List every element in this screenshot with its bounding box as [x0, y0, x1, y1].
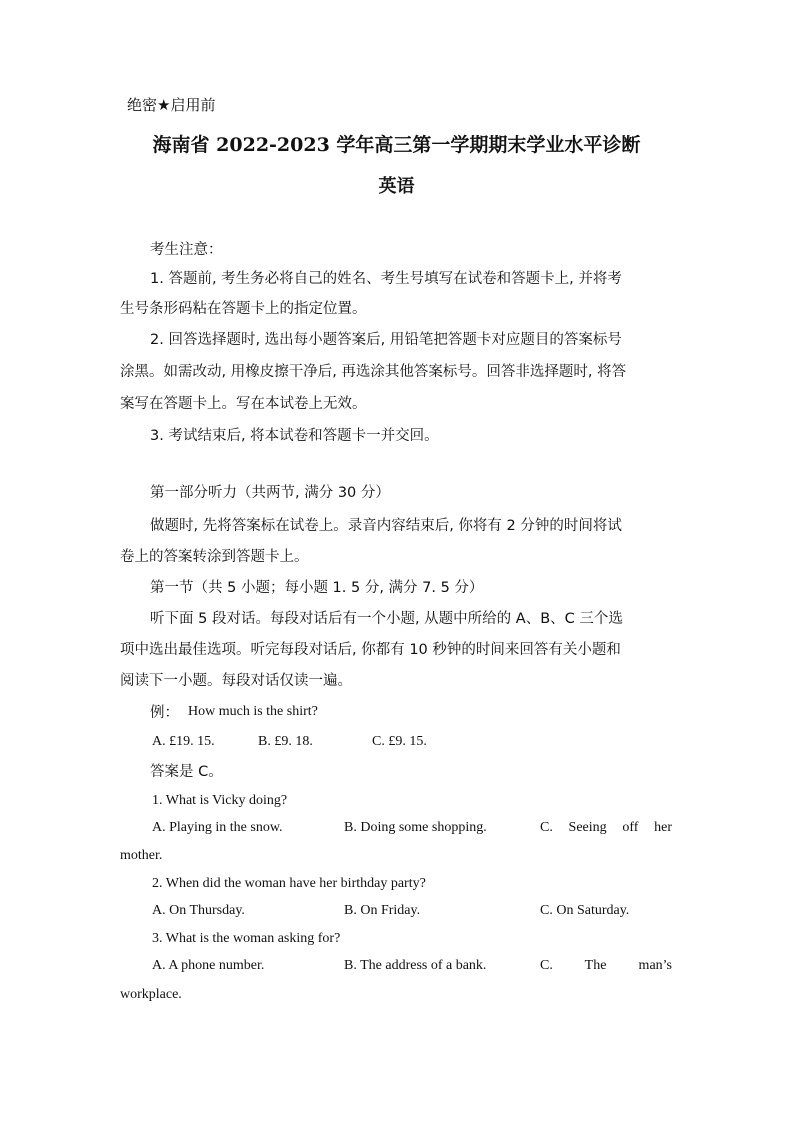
question-1-option-b: B. Doing some shopping. [344, 820, 487, 835]
notice-item-3: 3. 考试结束后, 将本试卷和答题卡一并交回。 [150, 428, 439, 444]
notice-item-2-line-2: 涂黑。如需改动, 用橡皮擦干净后, 再选涂其他答案标号。回答非选择题时, 将答 [120, 364, 627, 380]
question-1-option-c: C. Seeing off her [540, 820, 672, 835]
subject-title: 英语 [378, 176, 415, 197]
exam-title: 海南省 2022-2023 学年高三第一学期期末学业水平诊断 [152, 134, 641, 156]
example-option-c: C. £9. 15. [372, 734, 427, 749]
question-3-option-a: A. A phone number. [152, 958, 265, 973]
question-2-option-b: B. On Friday. [344, 903, 421, 918]
question-1-option-a: A. Playing in the snow. [152, 820, 283, 835]
question-1-option-c-continued: mother. [120, 848, 163, 863]
example-option-a: A. £19. 15. [152, 734, 215, 749]
question-3: 3. What is the woman asking for? [152, 931, 341, 946]
notice-heading: 考生注意： [150, 242, 223, 258]
question-3-option-b: B. The address of a bank. [344, 958, 487, 973]
question-2-option-a: A. On Thursday. [152, 903, 245, 918]
example-option-b: B. £9. 18. [258, 734, 313, 749]
section1-line-3: 阅读下一小题。每段对话仅读一遍。 [120, 673, 352, 689]
question-2-option-c: C. On Saturday. [540, 903, 630, 918]
section1-line-2: 项中选出最佳选项。听完每段对话后, 你都有 10 秒钟的时间来回答有关小题和 [120, 642, 621, 658]
question-1: 1. What is Vicky doing? [152, 793, 288, 808]
notice-item-2-line-3: 案写在答题卡上。写在本试卷上无效。 [120, 396, 367, 412]
question-3-option-c-continued: workplace. [120, 987, 182, 1002]
question-2: 2. When did the woman have her birthday party? [152, 876, 426, 891]
notice-item-1-line-2: 生号条形码粘在答题卡上的指定位置。 [120, 301, 367, 317]
section1-line-1: 听下面 5 段对话。每段对话后有一个小题, 从题中所给的 A、B、C 三个选 [150, 611, 623, 627]
example-question: How much is the shirt? [188, 704, 318, 719]
section1-heading: 第一节（共 5 小题；每小题 1. 5 分, 满分 7. 5 分） [150, 580, 484, 596]
part1-intro-line-2: 卷上的答案转涂到答题卡上。 [120, 549, 309, 565]
part1-heading: 第一部分听力（共两节, 满分 30 分） [150, 485, 390, 501]
example-answer: 答案是 C。 [150, 764, 223, 780]
notice-item-2-line-1: 2. 回答选择题时, 选出每小题答案后, 用铅笔把答题卡对应题目的答案标号 [150, 332, 622, 348]
example-label: 例： [150, 705, 179, 721]
part1-intro-line-1: 做题时, 先将答案标在试卷上。录音内容结束后, 你将有 2 分钟的时间将试 [150, 518, 622, 534]
question-3-option-c: C. The man’s [540, 958, 672, 973]
confidential-label: 绝密★启用前 [127, 96, 216, 114]
notice-item-1-line-1: 1. 答题前, 考生务必将自己的姓名、考生号填写在试卷和答题卡上, 并将考 [150, 271, 622, 287]
